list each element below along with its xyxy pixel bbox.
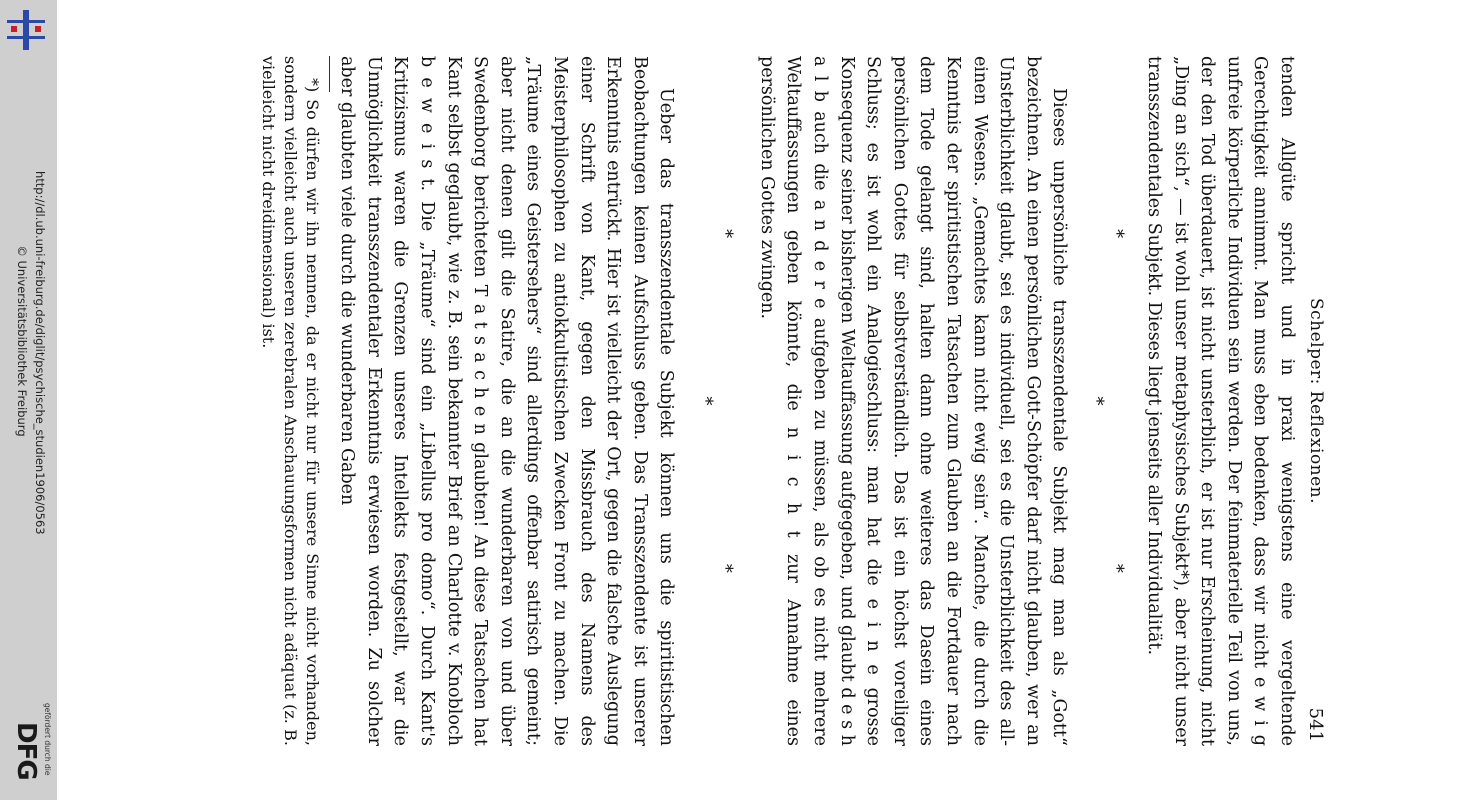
- section-divider-1: [1086, 56, 1126, 746]
- section-divider-2: [695, 56, 735, 746]
- divider-star-bottom: *: [1086, 396, 1108, 406]
- footnote-rule: [329, 56, 330, 92]
- page-header: [1300, 56, 1326, 746]
- university-library-logo-icon: [5, 8, 47, 52]
- footnote: *) So dürfen wir ihn nennen, da er nicht nur für unsere Sinne nicht vorhanden, sondern vielleicht auch unseren zerebralen Anschauungsformen nicht adäquat (z. B. vielleicht nicht dreidimensional) ist.: [258, 56, 322, 746]
- dfg-logo: [4, 703, 54, 795]
- paragraph-3: Ueber das transszendentale Subjekt können uns die spiritistischen Beobachtungen keinen Aufschluss geben. Das Transszendente ist unserer Erkenntnis entrückt. Hier ist vielleicht der Ort, gegen die falsche Auslegung einer Schrift von Kant, gegen den Missbrauch des Namens des Meisterphilosophen zu antiokkultistischen Zwecken Front zu machen. Die „Träume eines Geistersehers“ sind allerdings offenbar satirisch gemeint; aber nicht denen gilt die Satire, die an die wunderbaren von und über Swedenborg berichteten T a t s a c h e n glaubten! An diese Tatsachen hat Kant selbst geglaubt, wie z. B. sein bekannter Brief an Charlotte v. Knobloch b e w e i s t. Die „Träume“ sind ein „Libellus pro domo“. Durch Kant's Kritizismus waren die Grenzen unseres Intellekts festgestellt, war die Unmöglichkeit transszendentaler Erkenntnis erwiesen worden. Zu solcher aber glaubten viele durch die wunderbaren Gaben: [337, 56, 677, 746]
- dfg-logo-text: DFG: [11, 722, 41, 780]
- copyright-text: © Universitätsbibliothek Freiburg: [15, 245, 29, 437]
- library-sidebar: [0, 0, 57, 800]
- document-page: [124, 40, 1364, 760]
- paragraph-1: tenden Allgüte spricht und in praxi wenigstens eine vergeltende Gerechtigkeit annimmt. Man muss eben bedenken, dass wir nicht e w i g unfreie körperliche Individuen sein werden. Der feinmaterielle Teil von uns, der den Tod überdauert, ist nicht unsterblich, er ist nur Erscheinung, nicht „Ding an sich“, — ist wohl unser metaphysisches Subjekt*), aber nicht unser transszendentales Subjekt. Dieses liegt jenseits aller Individualität.: [1144, 56, 1297, 746]
- page-number: 541: [1305, 707, 1326, 742]
- document-url[interactable]: [9, 171, 49, 535]
- dfg-caption: gefördert durch die: [43, 703, 52, 776]
- divider-stars-top: * *: [1106, 229, 1128, 733]
- divider-star-bottom: *: [695, 396, 717, 406]
- paragraph-2: Dieses unpersönliche transszendentale Subjekt mag man als „Gott“ bezeichnen. An einen persönlichen Gott-Schöpfer darf nicht glauben, wer an Unsterblichkeit glaubt, sei es individuell, sei es die Unsterblichkeit des all-einen Wesens. „Gemachtes kann nicht ewig sein“. Manche, die durch die Kenntnis der spiritistischen Tatsachen zum Glauben an die Fortdauer nach dem Tode gelangt sind, halten dann ohne weiteres das Dasein eines persönlichen Gottes für selbstverständlich. Das ist ein höchst voreiliger Schluss; es ist wohl ein Analogieschluss: man hat die e i n e grosse Konsequenz seiner bisherigen Weltauffassung aufgegeben, und glaubt d e s h a l b auch die a n d e r e aufgeben zu müssen, als ob es nicht mehrere Weltauffassungen geben könnte, die n i c h t zur Annahme eines persönlichen Gottes zwingen.: [756, 56, 1070, 746]
- running-title: Schelper: Reflexionen.: [1306, 297, 1326, 505]
- divider-stars-top: * *: [715, 229, 737, 733]
- document-url-text[interactable]: http://dl.ub.uni-freiburg.de/diglit/psychische_studien1906/0563: [33, 171, 47, 535]
